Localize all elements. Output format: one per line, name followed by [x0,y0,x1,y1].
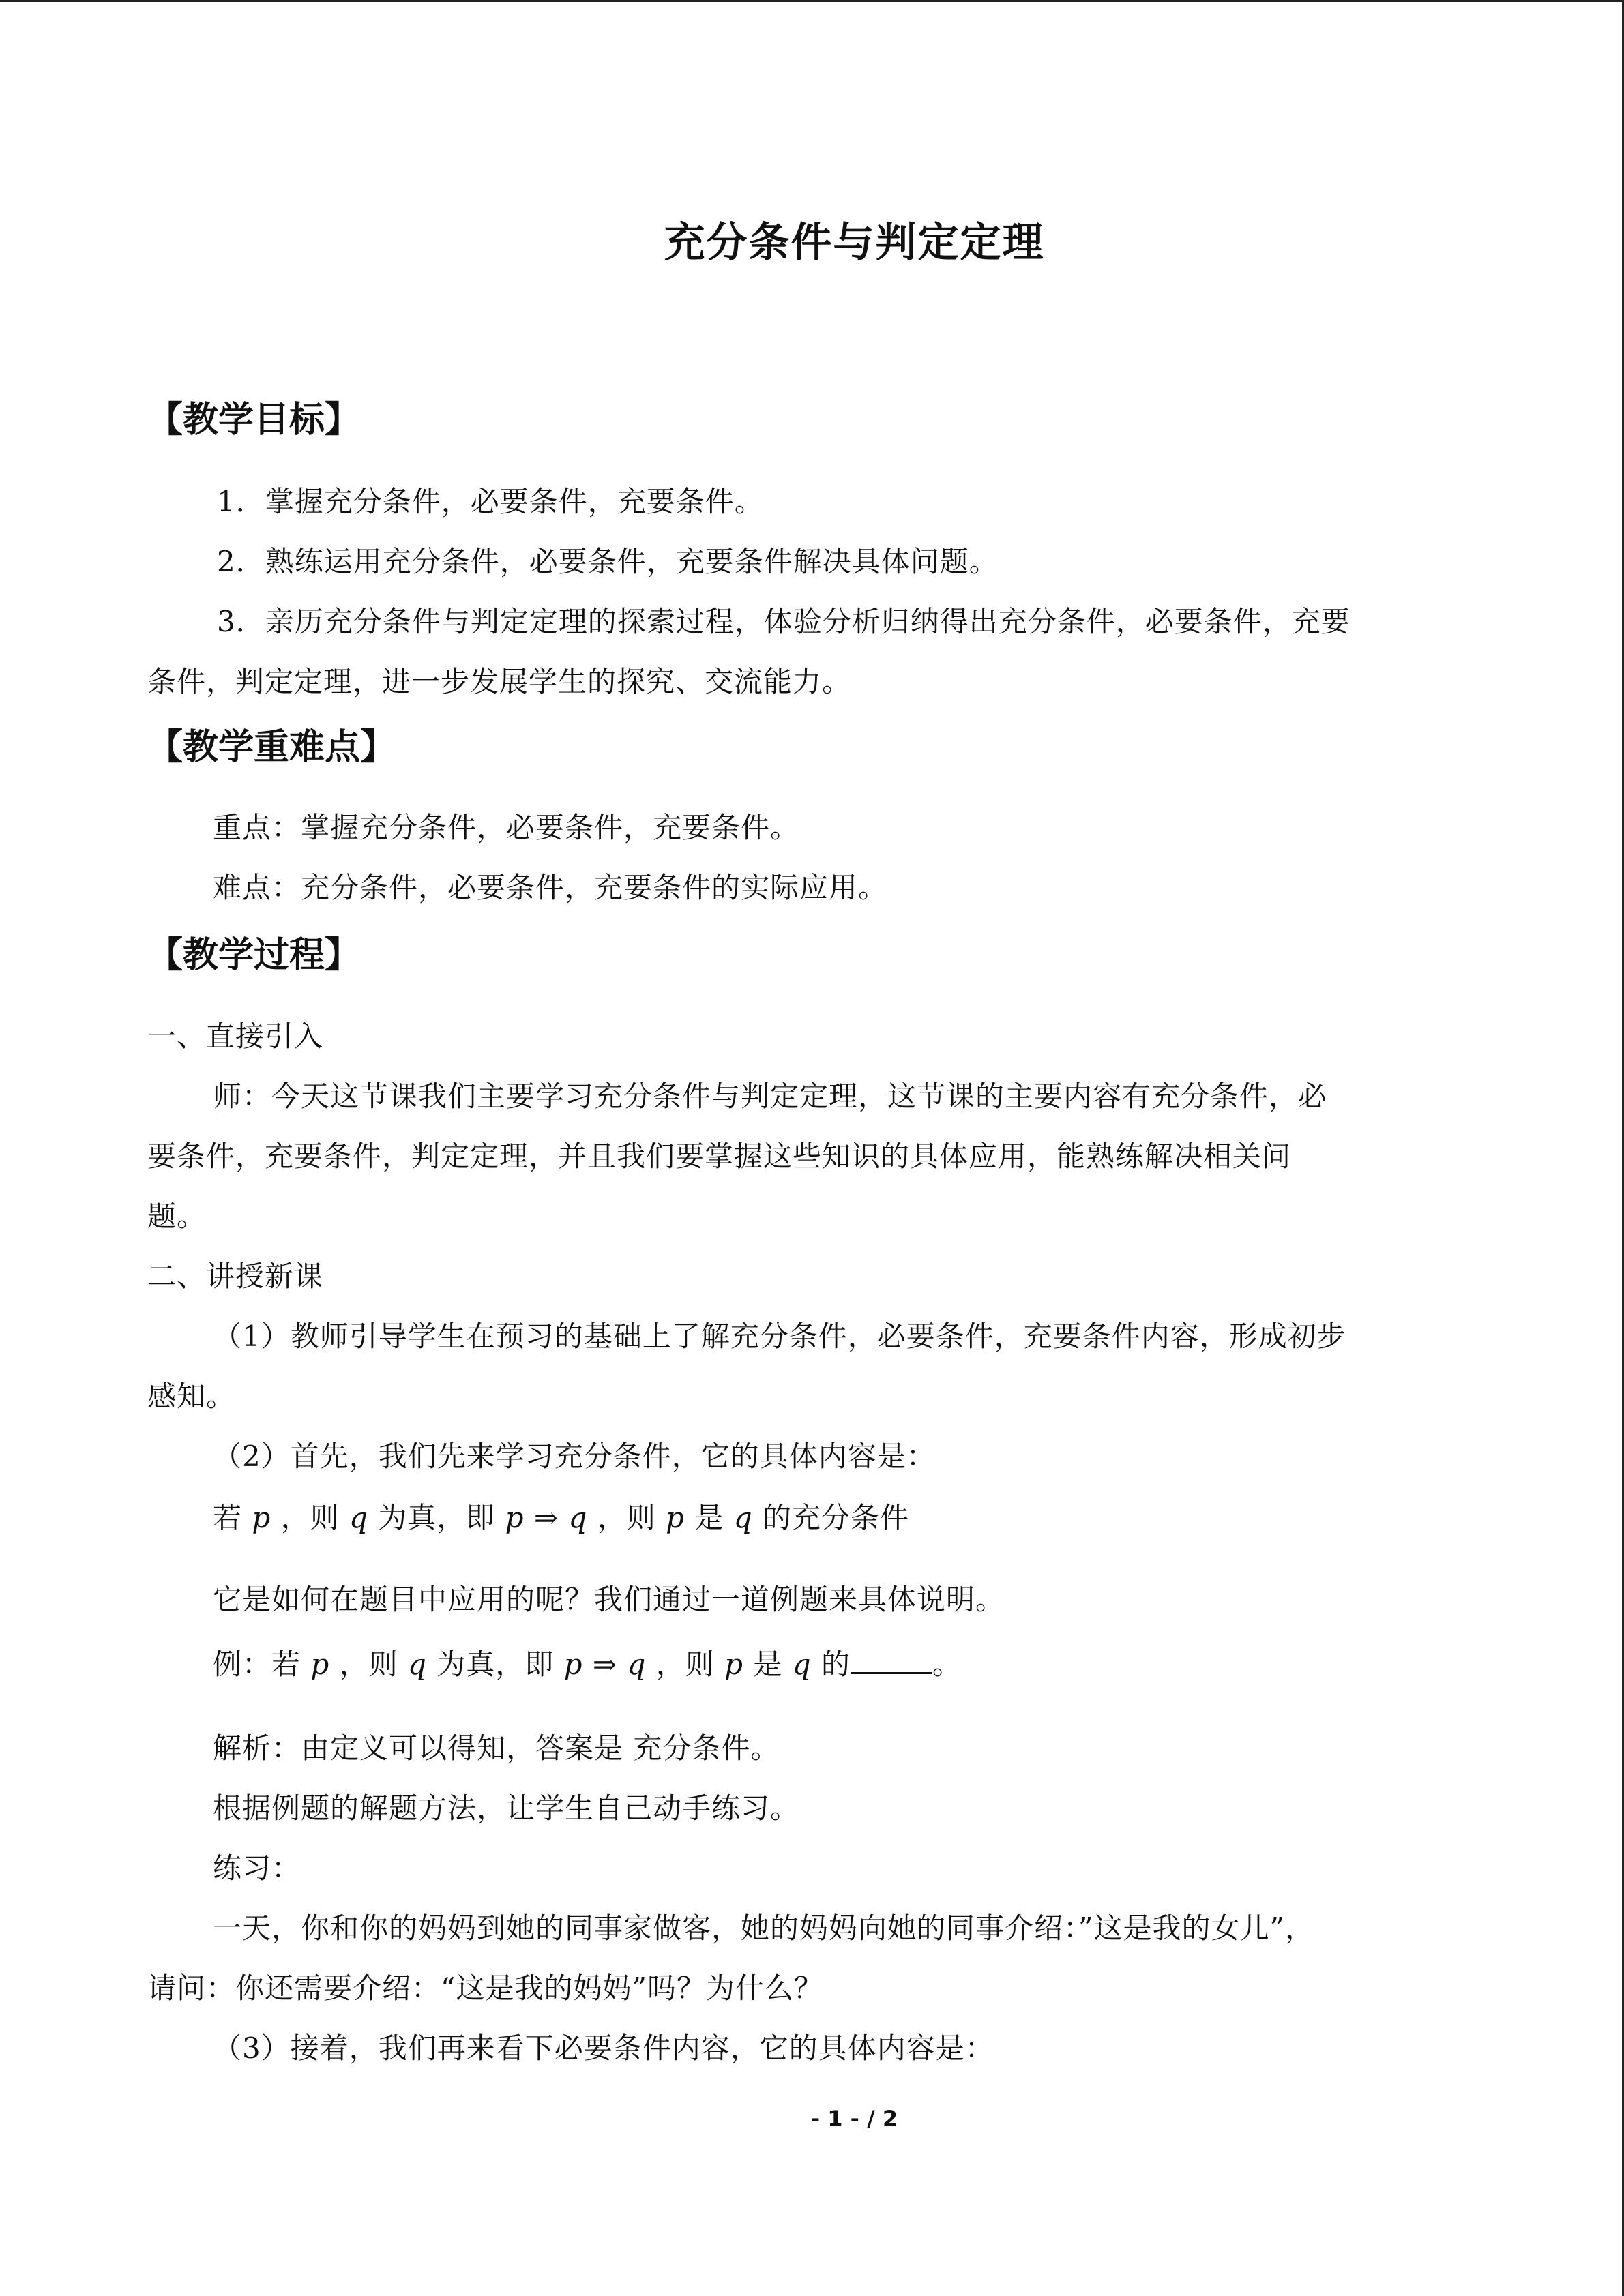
process-heading: 【教学过程】 [147,935,361,976]
difficulty-heading: 【教学重难点】 [147,727,396,768]
practice-label: 练习： [213,1851,301,1885]
paragraph-line: 师：今天这节课我们主要学习充分条件与判定定理，这节课的主要内容有充分条件，必 [213,1079,1328,1113]
part1-heading: 一、直接引入 [147,1019,324,1053]
paragraph-line: 一天，你和你的妈妈到她的同事家做客，她的妈妈向她的同事介绍：”这是我的女儿”， [213,1911,1314,1945]
paragraph-line: 请问：你还需要介绍：“这是我的妈妈”吗？为什么？ [147,1971,823,2005]
analysis-line: 解析：由定义可以得知，答案是 充分条件。 [213,1731,780,1765]
key-point: 重点：掌握充分条件，必要条件，充要条件。 [213,811,800,844]
paragraph-line: 根据例题的解题方法，让学生自己动手练习。 [213,1791,800,1825]
paragraph-line: （1）教师引导学生在预习的基础上了解充分条件，必要条件，充要条件内容，形成初步 [213,1320,1346,1353]
paragraph-line: 它是如何在题目中应用的呢？我们通过一道例题来具体说明。 [213,1583,1005,1616]
goal-item: 1．掌握充分条件，必要条件，充要条件。 [217,485,764,518]
page-number: - 1 - / 2 [810,2106,898,2132]
goal-item-continuation: 条件，判定定理，进一步发展学生的探究、交流能力。 [147,665,852,698]
paragraph-line: （2）首先，我们先来学习充分条件，它的具体内容是： [213,1440,936,1473]
page-title: 充分条件与判定定理 [664,219,1045,267]
paragraph-line: （3）接着，我们再来看下必要条件内容，它的具体内容是： [213,2031,994,2065]
answer-blank [851,1648,932,1674]
example-formula: 例：若 p ，则 q 为真，即 p ⇒ q ，则 p 是 q 的 。 [213,1648,962,1681]
paragraph-line: 要条件，充要条件，判定定理，并且我们要掌握这些知识的具体应用，能熟练解决相关问 [147,1139,1292,1173]
paragraph-line: 题。 [147,1199,207,1233]
definition-formula: 若 p ，则 q 为真，即 p ⇒ q ，则 p 是 q 的充分条件 [213,1501,909,1534]
part2-heading: 二、讲授新课 [147,1259,324,1293]
paragraph-line: 感知。 [147,1380,236,1413]
goal-item: 2．熟练运用充分条件，必要条件，充要条件解决具体问题。 [217,545,999,578]
goal-item: 3．亲历充分条件与判定定理的探索过程，体验分析归纳得出充分条件，必要条件，充要 [217,605,1350,638]
difficult-point: 难点：充分条件，必要条件，充要条件的实际应用。 [213,871,888,904]
goals-heading: 【教学目标】 [147,400,361,441]
